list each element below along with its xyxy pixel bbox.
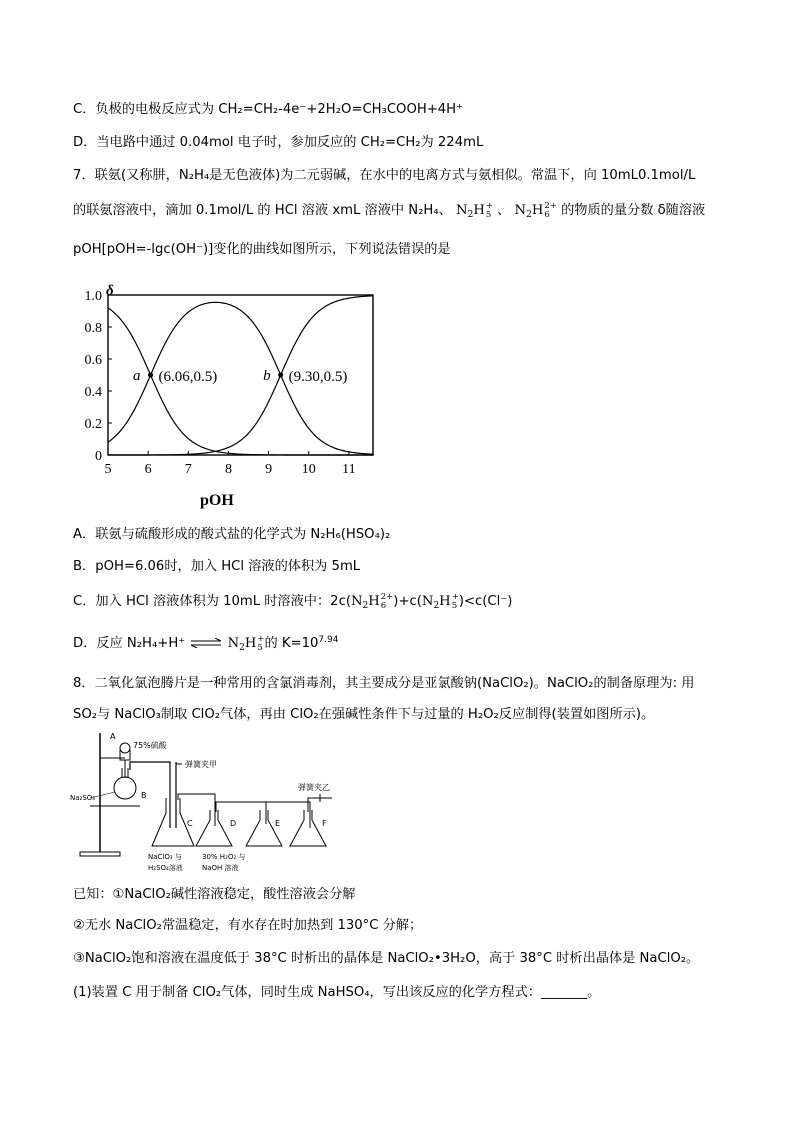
clamp2-label: 弹簧夹乙 [298, 783, 330, 792]
x-tick-label: 10 [301, 462, 316, 477]
q7-option-c-pre: C．加入 HCl 溶液体积为 10mL 时溶液中：2c( [73, 594, 351, 609]
point-coord-b: (9.30,0.5) [288, 369, 348, 385]
point-label-b: b [263, 368, 271, 384]
point-a [148, 373, 153, 378]
x-tick-label: 11 [342, 462, 356, 477]
solid-label: Na₂SO₃ [70, 794, 96, 802]
y-tick-label: 0.8 [84, 321, 102, 336]
q7-option-c-post: )<c(Cl⁻) [458, 594, 513, 609]
y-tick-label: 0.2 [84, 417, 102, 432]
q7-stem-line2-b: 、 [497, 203, 511, 218]
x-tick-label: 7 [184, 462, 192, 477]
x-tick-label: 6 [144, 462, 152, 477]
ion-n2h5-plus: $N_2H$ + 5 [456, 200, 493, 220]
flask-d [196, 810, 232, 846]
equilibrium-arrow-icon [189, 638, 223, 648]
x-tick-label: 8 [224, 462, 232, 477]
ion-n2h5-plus-d: $N_2H$ + 5 [227, 633, 265, 653]
label-a: A [110, 732, 116, 741]
point-coord-a: (6.06,0.5) [158, 369, 218, 385]
funnel-a [120, 743, 130, 753]
label-b: B [141, 791, 147, 800]
q7-stem-line3: pOH[pOH=-lgc(OH⁻)]变化的曲线如图所示，下列说法错误的是 [73, 242, 451, 257]
q8-sub-1: (1)装置 C 用于制备 ClO₂气体，同时生成 NaHSO₄，写出该反应的化学方程式：_______。 [73, 985, 601, 1000]
ion-n2h6-2plus: $N_2H$ 2+ 6 [514, 200, 557, 220]
y-tick-label: 0.6 [84, 353, 102, 368]
stand-base [80, 852, 120, 856]
q7-stem-line1: 7．联氨(又称肼，N₂H₄是无色液体)为二元弱碱，在水中的电离方式与氨相似。常温下，向 10mL0.1mol/L [73, 168, 696, 183]
q7-option-d-pre: D．反应 N₂H₄+H⁺ [73, 636, 186, 651]
q8-known-2: ②无水 NaClO₂常温稳定，有水存在时加热到 130°C 分解； [73, 918, 423, 933]
label-d: D [230, 819, 237, 828]
x-tick-label: 9 [265, 462, 273, 477]
clamp1-label: 弹簧夹甲 [185, 760, 217, 769]
apparatus-figure [70, 728, 340, 878]
q7-option-b: B．pOH=6.06时，加入 HCl 溶液的体积为 5mL [73, 559, 361, 574]
label-e: E [275, 819, 281, 828]
flask-e [246, 810, 282, 846]
distribution-chart [78, 280, 388, 515]
point-label-a: a [133, 368, 141, 384]
flask-f [290, 810, 326, 846]
q8-known-3: ③NaClO₂饱和溶液在温度低于 38°C 时析出的晶体是 NaClO₂•3H₂O，高于 38°C 时析出晶体是 NaClO₂。 [73, 951, 700, 966]
x-axis-label: pOH [200, 492, 234, 509]
acid-label: 75%硫酸 [133, 741, 167, 750]
chart-annotations [133, 368, 347, 385]
c-solution-1: NaClO₃ 与 [148, 853, 182, 861]
point-b [278, 373, 283, 378]
d-solution-2: NaOH 溶液 [202, 864, 239, 872]
y-tick-label: 0.4 [84, 385, 102, 400]
label-f: F [322, 819, 327, 828]
q7-stem-line2 [73, 201, 705, 221]
label-c: C [187, 819, 193, 828]
option-c-prev: C．负极的电极反应式为 CH₂=CH₂-4e⁻+2H₂O=CH₃COOH+4H⁺ [73, 102, 464, 117]
option-d-prev: D．当电路中通过 0.04mol 电子时，参加反应的 CH₂=CH₂为 224mL [73, 135, 484, 150]
c-solution-2: H₂SO₄溶液 [148, 864, 183, 872]
x-tick-label: 5 [104, 462, 112, 477]
q7-option-c [73, 592, 512, 612]
q7-option-d [73, 634, 338, 654]
q8-stem-line1: 8．二氧化氯泡腾片是一种常用的含氯消毒剂，其主要成分是亚氯酸钠(NaClO₂)。NaClO₂的制备原理为: 用 [73, 676, 695, 691]
y-tick-label: 0 [95, 449, 102, 464]
y-tick-label: 1.0 [84, 289, 102, 304]
ion-n2h6-2plus-c: $N_2H$ 2+ 6 [350, 591, 394, 611]
q8-stem-line2: SO₂与 NaClO₃制取 ClO₂气体，再由 ClO₂在强碱性条件下与过量的 H₂O₂反应制得(装置如图所示)。 [73, 707, 655, 722]
y-axis-label: δ [106, 283, 114, 299]
q7-stem-line2-a: 的联氨溶液中，滴加 0.1mol/L 的 HCl 溶液 xmL 溶液中 N₂H₄、 [73, 203, 452, 218]
q7-option-d-exp: 7.94 [318, 635, 339, 645]
q7-option-a: A．联氨与硫酸形成的酸式盐的化学式为 N₂H₆(HSO₄)₂ [73, 527, 391, 542]
ion-n2h5-plus-c: $N_2H$ + 5 [421, 591, 459, 611]
q7-option-d-post: 的 K=10 [264, 636, 319, 651]
flask-b [114, 777, 136, 799]
q8-known-1: 已知：①NaClO₂碱性溶液稳定，酸性溶液会分解 [73, 887, 356, 902]
q7-option-c-mid: )+c( [393, 594, 422, 609]
q7-stem-line2-c: 的物质的量分数 δ随溶液 [561, 203, 706, 218]
d-solution-1: 30% H₂O₂ 与 [202, 853, 246, 861]
